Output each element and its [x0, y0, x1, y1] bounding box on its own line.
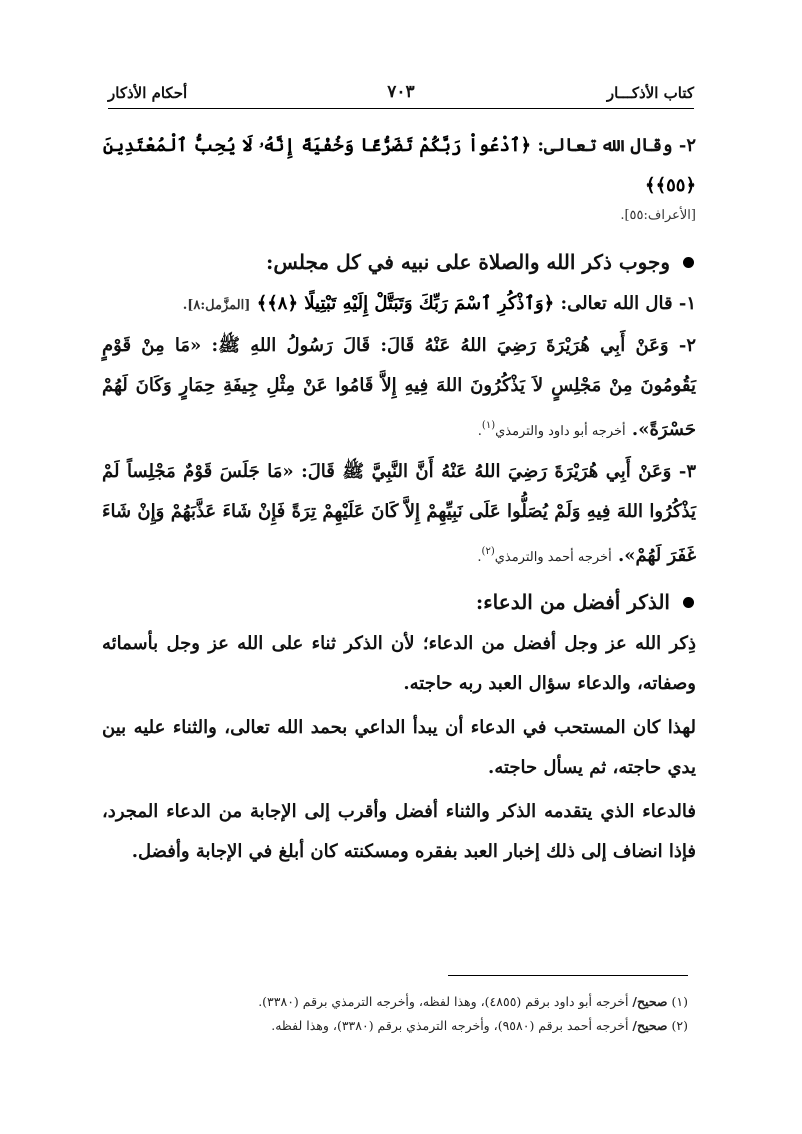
footnotes — [108, 990, 688, 1038]
dhikr-paragraph-3: فالدعاء الذي يتقدمه الذكر والثناء أفضل وأقرب إلى الإجابة من الدعاء المجرد، فإذا انضاف إلى ذلك إخبار العبد بفقره ومسكنته كان أبلغ في الإجابة وأفضل. — [102, 801, 696, 862]
hadith-3-paragraph: ٣- وَعَنْ أَبِي هُرَيْرَةَ رَضِيَ اللهُ عَنْهُ أَنَّ النَّبِيَّ ﷺ قَالَ: «مَا جَلَسَ قَوْمٌ مَجْلِساً لَمْ يَذْكُرُوا اللهَ فِيهِ وَلَمْ يُصَلُّوا عَلَى نَبِيِّهِمْ إِلاَّ كَانَ عَلَيْهِمْ تِرَةً فَإِنْ شَاءَ عَذَّبَهُمْ وَإِنْ شَاءَ غَفَرَ لَهُمْ». أخرجه أحمد والترمذي$^{(٢)}$. — [102, 461, 696, 566]
footnote-number: (٢) — [671, 1018, 688, 1033]
dhikr-paragraph-1: ذِكر الله عز وجل أفضل من الدعاء؛ لأن الذكر ثناء على الله عز وجل بأسمائه وصفاته، والدعاء سؤال العبد ربه حاجته. — [102, 633, 696, 694]
dhikr-paragraph-2: لهذا كان المستحب في الدعاء أن يبدأ الداعي بحمد الله تعالى، والثناء عليه بين يدي حاجته، ثم يسأل حاجته. — [102, 717, 696, 778]
section-heading-text: وجوب ذكر الله والصلاة على نبيه في كل مجلس: — [265, 250, 670, 274]
footnote-text: أخرجه أحمد برقم (٩٥٨٠)، وأخرجه الترمذي برقم (٣٣٨٠)، وهذا لفظه. — [271, 1018, 629, 1033]
verse-reference-muzzammil: [المزَّمل:٨]. — [182, 298, 251, 313]
hadith-2-text: ٢- وَعَنْ أَبِي هُرَيْرَةَ رَضِيَ اللهُ عَنْهُ قَالَ: قَالَ رَسُولُ اللهِ ﷺ: «مَا مِنْ قَوْمٍ يَقُومُونَ مِنْ مَجْلِسٍ لاَ يَذْكُرُونَ اللهَ فِيهِ إِلاَّ قَامُوا عَنْ مِثْلِ جِيفَةِ حِمَارٍ وَكَانَ لَهُمْ حَسْرَةً». — [102, 335, 696, 440]
bullet-icon — [683, 257, 694, 268]
hadith-2-paragraph: ٢- وَعَنْ أَبِي هُرَيْرَةَ رَضِيَ اللهُ عَنْهُ قَالَ: قَالَ رَسُولُ اللهِ ﷺ: «مَا مِنْ قَوْمٍ يَقُومُونَ مِنْ مَجْلِسٍ لاَ يَذْكُرُونَ اللهَ فِيهِ إِلاَّ قَامُوا عَنْ مِثْلِ جِيفَةِ حِمَارٍ وَكَانَ لَهُمْ حَسْرَةً». أخرجه أبو داود والترمذي$^{(١)}$. — [102, 335, 696, 440]
section-item-1 — [102, 284, 696, 326]
footnote-number: (١) — [671, 994, 688, 1009]
verse-reference-araf: [الأعراف:٥٥]. — [620, 208, 696, 223]
book-title: كتاب الأذكـــار — [606, 84, 694, 102]
hadith-3-text: ٣- وَعَنْ أَبِي هُرَيْرَةَ رَضِيَ اللهُ عَنْهُ أَنَّ النَّبِيَّ ﷺ قَالَ: «مَا جَلَسَ قَوْمٌ مَجْلِساً لَمْ يَذْكُرُوا اللهَ فِيهِ وَلَمْ يُصَلُّوا عَلَى نَبِيِّهِمْ إِلاَّ كَانَ عَلَيْهِمْ تِرَةً فَإِنْ شَاءَ عَذَّبَهُمْ وَإِنْ شَاءَ غَفَرَ لَهُمْ». — [102, 461, 696, 566]
quran-verse-araf: ﴿ٱدْعُواْ رَبَّكُمْ تَضَرُّعًا وَخُفْيَةً إِنَّهُۥ لَا يُحِبُّ ٱلْمُعْتَدِينَ ﴿٥٥﴾﴾ — [103, 135, 696, 196]
item-2-lead: ٢- وقال الله تعالى: — [537, 135, 696, 156]
footnote-grade: صحيح/ — [632, 994, 668, 1009]
bullet-icon — [683, 597, 694, 608]
footnote-marker-1[interactable]: (١) — [481, 420, 496, 431]
page-body — [102, 126, 696, 872]
footnote-grade: صحيح/ — [632, 1018, 668, 1033]
section-heading-text: الذكر أفضل من الدعاء: — [475, 590, 670, 614]
hadith-2-source: أخرجه أبو داود والترمذي — [495, 424, 626, 439]
page-header — [108, 80, 694, 109]
section-heading-dhikr-better — [102, 580, 696, 624]
quran-verse-muzzammil: ﴿وَٱذْكُرِ ٱسْمَ رَبِّكَ وَتَبَتَّلْ إِلَيْهِ تَبْتِيلًا ﴿٨﴾﴾ — [256, 293, 555, 314]
footnote-text: أخرجه أبو داود برقم (٤٨٥٥)، وهذا لفظه، وأخرجه الترمذي برقم (٣٣٨٠). — [258, 994, 629, 1009]
footnote-separator — [448, 975, 688, 976]
footnote-1 — [108, 990, 688, 1014]
footnote-2 — [108, 1014, 688, 1038]
page-number: ٧٠٣ — [387, 82, 415, 102]
item-2-verse-paragraph — [102, 126, 696, 206]
hadith-3-source: أخرجه أحمد والترمذي — [494, 550, 612, 565]
section-heading-dhikr-majlis — [102, 240, 696, 284]
chapter-title: أحكام الأذكار — [108, 84, 188, 102]
section-item-1-lead: ١- قال الله تعالى: — [560, 293, 696, 314]
footnote-marker-2[interactable]: (٢) — [481, 546, 495, 557]
